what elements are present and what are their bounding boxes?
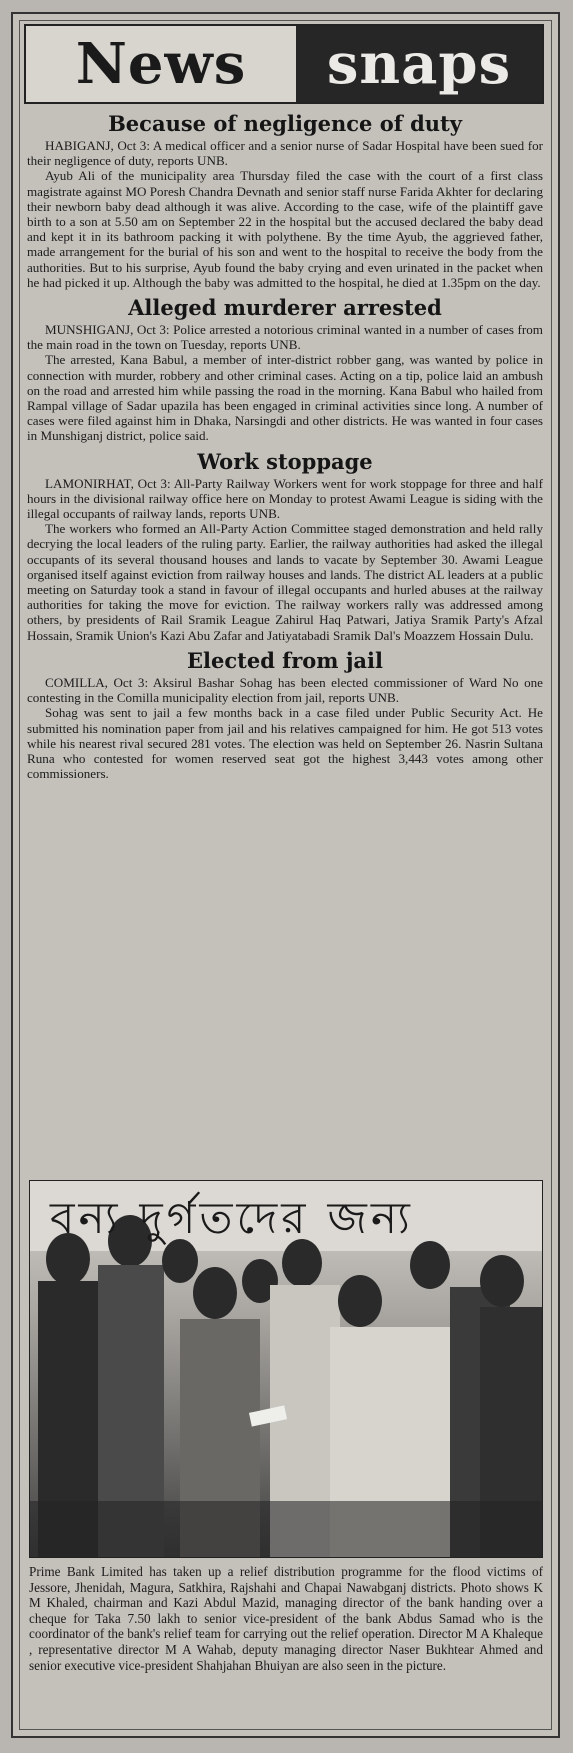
paragraph: MUNSHIGANJ, Oct 3: Police arrested a notorious criminal wanted in a number of cases from the main road in the town on Tuesday, reports UNB. bbox=[27, 322, 543, 353]
headline: Work stoppage bbox=[197, 448, 373, 474]
paragraph: HABIGANJ, Oct 3: A medical officer and a senior nurse of Sadar Hospital have been sued for their negligence of duty, reports UNB. bbox=[27, 138, 543, 169]
story-murderer-arrested bbox=[27, 294, 543, 444]
headline: Alleged murderer arrested bbox=[128, 295, 442, 321]
paragraph: Ayub Ali of the municipality area Thursday filed the case with the court of a first class magistrate against MO Poresh Chandra Devnath and senior staff nurse Farida Akhter for declaring their newborn baby dead although it was alive. According to the case, wife of the plaintiff gave birth to a son at 5.50 am on September 22 in the hospital but the accused declared the baby dead and kept it in its bathroom packing it with polythene. By the time Ayub, the aggrieved father, made arrangement for the burial of his son and went to the hospital to receive the body from the authorities. But to his surprise, Ayub found the baby crying and even urinated in the packet when he had picked it up. Although the baby was admitted to the hospital, he died at 1.35pm on the day. bbox=[27, 168, 543, 290]
newspaper-clipping bbox=[11, 12, 560, 1738]
paragraph: The workers who formed an All-Party Action Committee staged demonstration and held rally decrying the local leaders of the ruling party. Earlier, the railway authorities had asked the illegal occupants of its several thousand houses and lands to vacate by September 30. Awami League organised itself against eviction from railway houses and lands. The district AL leaders at a public meeting on Saturday took a stand in favour of illegal occupants and hurled abuses at the railway authorities for taking the move for eviction. The railway workers rally was addressed among others, by presidents of Rail Sramik League Zahirul Haq Patwari, Jatiya Sramik Party's Afzal Hossain, Sramik Union's Kazi Abu Zafar and Jatiyatabadi Sramik Dal's Moazzem Hossain Dulu. bbox=[27, 521, 543, 643]
paragraph: LAMONIRHAT, Oct 3: All-Party Railway Workers went for work stoppage for three and half hours in the divisional railway office here on Monday to protest Awami League is siding with the illegal occupants of railway lands, reports UNB. bbox=[27, 475, 543, 522]
story-negligence bbox=[27, 110, 543, 290]
news-photo bbox=[29, 1180, 543, 1558]
paragraph: The arrested, Kana Babul, a member of inter-district robber gang, was wanted by police in connection with murder, robbery and other criminal cases. Acting on a tip, police laid an ambush on the road and arrested him while passing the road in the morning. Kana Babul who hailed from Rampal village of Sadar upazila has been engaged in criminal activities since long. A number of cases were filed against him in Dhaka, Narsingdi and other districts. He was wanted in four cases in Munshiganj district, police said. bbox=[27, 352, 543, 444]
stories-column bbox=[27, 110, 543, 785]
headline: Because of negligence of duty bbox=[108, 111, 462, 136]
paragraph: Sohag was sent to jail a few months back in a case filed under Public Security Act. He submitted his nomination paper from jail and his relatives campaigned for him. He got 513 votes while his nearest rival secured 281 votes. The election was held on September 26. Nasrin Sultana Runa who contested for women reserved seat got the highest 3,443 votes among other commissioners. bbox=[27, 705, 543, 782]
photo-banner-text: বন্য দুর্গতদের জন্য bbox=[50, 1193, 414, 1244]
headline: Elected from jail bbox=[187, 647, 383, 673]
masthead-news: News bbox=[75, 31, 247, 97]
photo-caption: Prime Bank Limited has taken up a relief distribution programme for the flood victims of Jessore, Jhenidah, Magura, Satkhira, Rajshahi and Chapai Nawabganj districts. Photo shows K M Khaled, chairman and Kazi Abdul Mazid, managing director of the bank handing over a cheque for Taka 7.50 lakh to senior vice-president of the bank Abdus Samad who is the coordinator of the bank's relief team for carrying out the relief operation. Director M A Khaleque , representative director M A Wahab, deputy managing director Naser Bukhtear Ahmed and senior executive vice-president Shahjahan Bhuiyan are also seen in the picture. bbox=[29, 1564, 543, 1673]
masthead-snaps: snaps bbox=[296, 26, 542, 102]
story-elected-from-jail bbox=[27, 647, 543, 781]
story-work-stoppage bbox=[27, 448, 543, 643]
masthead bbox=[24, 24, 544, 104]
paragraph: COMILLA, Oct 3: Aksirul Bashar Sohag has been elected commissioner of Ward No one contesting in the Comilla municipality election from jail, reports UNB. bbox=[27, 674, 543, 706]
